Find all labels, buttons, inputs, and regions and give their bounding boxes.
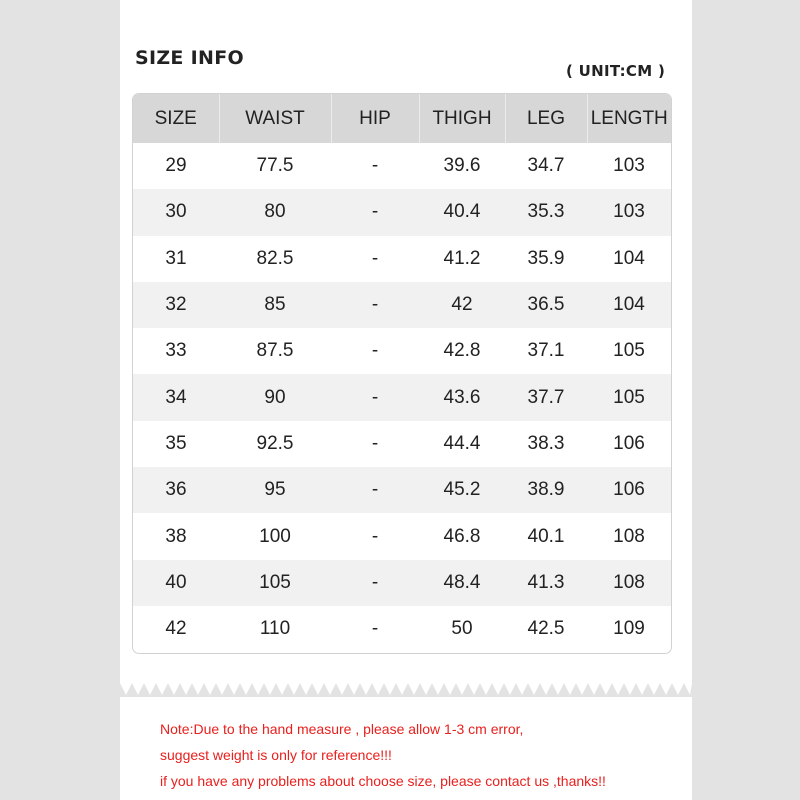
table-cell-waist: 110 [259,618,291,640]
table-body [133,143,671,653]
table-row [133,328,671,374]
table-cell-leg: 38.3 [527,432,565,454]
table-cell-hip: - [371,247,379,269]
table-cell-hip: - [371,294,379,316]
table-row [133,143,671,189]
column-header-size: SIZE [133,94,219,143]
table-cell-leg: 42.5 [527,618,565,640]
table-row [133,467,671,513]
table-cell-size: 42 [165,618,187,640]
table-cell-leg: 40.1 [527,525,565,547]
table-cell-size: 30 [165,201,187,223]
table-cell-size: 32 [165,294,187,316]
table-cell-size: 34 [165,386,187,408]
table-cell-waist: 82.5 [256,247,294,269]
table-cell-hip: - [371,432,379,454]
zigzag-edge [120,683,692,697]
table-cell-leg: 37.1 [527,340,565,362]
table-cell-size: 29 [165,155,187,177]
note-line: suggest weight is only for reference!!! [160,747,392,763]
table-cell-hip: - [371,340,379,362]
note-line: if you have any problems about choose size, please contact us ,thanks!! [160,773,606,789]
column-header-leg: LEG [505,94,587,143]
table-cell-leg: 34.7 [527,155,565,177]
table-cell-hip: - [371,386,379,408]
table-cell-size: 35 [165,432,187,454]
table-cell-thigh: 39.6 [443,155,481,177]
table-cell-leg: 41.3 [527,571,565,593]
table-cell-waist: 105 [259,571,291,593]
table-cell-waist: 87.5 [256,340,294,362]
table-cell-thigh: 46.8 [443,525,481,547]
table-cell-waist: 85 [264,294,286,316]
table-row [133,606,671,653]
table-cell-length: 108 [613,525,645,547]
table-cell-hip: - [371,525,379,547]
table-cell-waist: 90 [264,386,286,408]
table-cell-thigh: 48.4 [443,571,481,593]
table-cell-length: 104 [613,294,645,316]
table-row [133,374,671,420]
table-header-row [133,94,671,143]
table-cell-size: 33 [165,340,187,362]
table-cell-length: 105 [613,386,645,408]
table-cell-thigh: 50 [451,618,473,640]
table-cell-thigh: 42 [451,294,473,316]
page-title: SIZE INFO [135,47,244,69]
table-cell-hip: - [371,618,379,640]
table-cell-length: 106 [613,479,645,501]
table-cell-hip: - [371,571,379,593]
table-row [133,421,671,467]
table-cell-size: 40 [165,571,187,593]
unit-label: ( UNIT:CM ) [566,62,666,80]
table-cell-length: 103 [613,201,645,223]
table-cell-thigh: 44.4 [443,432,481,454]
column-header-length: LENGTH [590,107,668,129]
table-cell-thigh: 43.6 [443,386,481,408]
column-header-hip: HIP [331,94,419,143]
table-cell-thigh: 40.4 [443,201,481,223]
table-row [133,236,671,282]
table-cell-leg: 35.3 [527,201,565,223]
column-header-thigh: THIGH [419,94,505,143]
table-cell-thigh: 45.2 [443,479,481,501]
table-row [133,282,671,328]
table-cell-hip: - [371,201,379,223]
table-cell-thigh: 42.8 [443,340,481,362]
table-cell-leg: 38.9 [527,479,565,501]
table-cell-size: 36 [165,479,187,501]
table-row [133,513,671,559]
note-line: Note:Due to the hand measure , please allow 1-3 cm error, [160,721,524,737]
table-cell-length: 108 [613,571,645,593]
table-cell-waist: 77.5 [256,155,294,177]
table-row [133,560,671,606]
table-cell-length: 109 [613,618,645,640]
table-cell-hip: - [371,155,379,177]
table-cell-leg: 36.5 [527,294,565,316]
table-cell-hip: - [371,479,379,501]
table-cell-waist: 92.5 [256,432,294,454]
table-cell-leg: 35.9 [527,247,565,269]
column-header-waist: WAIST [219,94,331,143]
table-cell-leg: 37.7 [527,386,565,408]
table-cell-thigh: 41.2 [443,247,481,269]
table-cell-size: 31 [165,247,187,269]
table-cell-waist: 95 [264,479,286,501]
table-cell-length: 105 [613,340,645,362]
table-cell-waist: 80 [264,201,286,223]
size-table [132,93,672,654]
table-cell-length: 106 [613,432,645,454]
table-cell-length: 103 [613,155,645,177]
table-row [133,189,671,235]
table-cell-size: 38 [165,525,187,547]
table-cell-length: 104 [613,247,645,269]
table-cell-waist: 100 [259,525,291,547]
size-note [160,716,606,794]
